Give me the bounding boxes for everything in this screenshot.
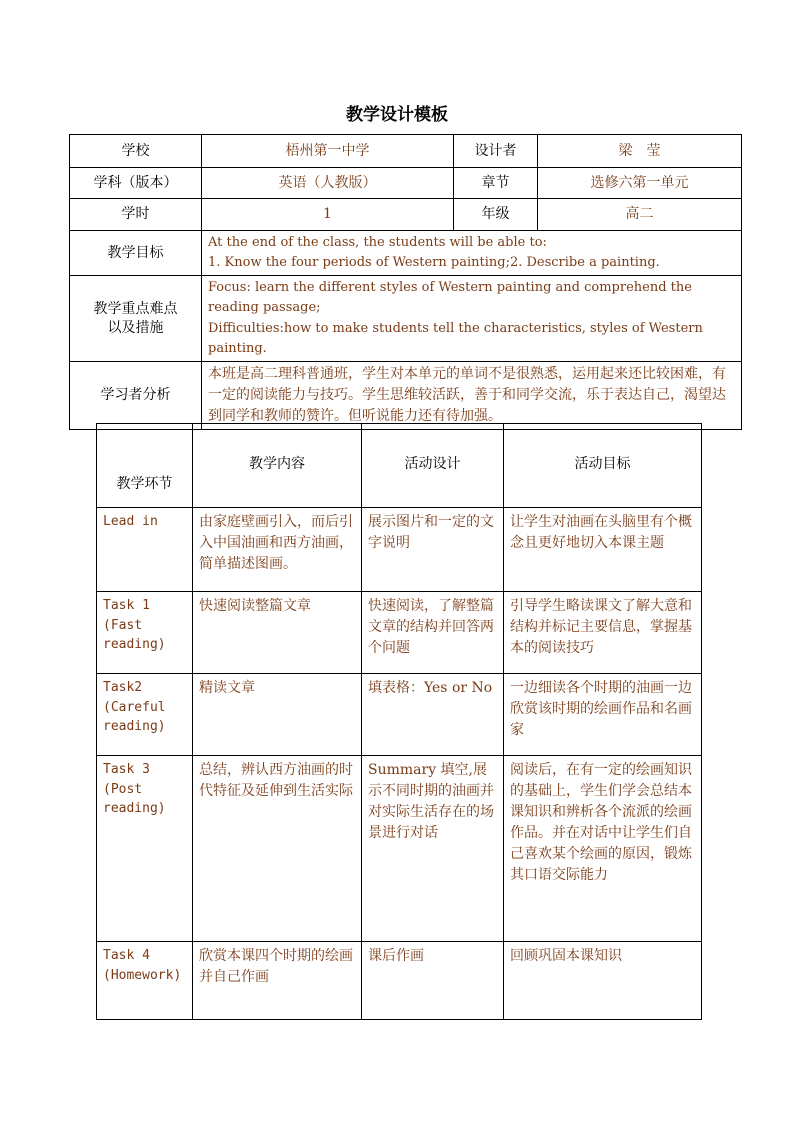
header-content: 教学内容: [193, 424, 362, 508]
table-row: [97, 674, 702, 756]
stage-cell: Task 1 (Fast reading): [97, 592, 193, 674]
stage-cell: Lead in: [97, 508, 193, 592]
table-row: [97, 508, 702, 592]
page-title: 教学设计模板: [346, 105, 448, 125]
chapter-value: 选修六第一单元: [538, 168, 742, 199]
focus-label-line-1: 教学重点难点: [93, 300, 178, 317]
process-table: [96, 423, 702, 1020]
objective-cell: [202, 231, 742, 276]
activity-cell: 填表格：Yes or No: [362, 674, 504, 756]
header-activity: 活动设计: [362, 424, 504, 508]
header-stage: 教学环节: [97, 424, 193, 508]
info-table: [69, 134, 742, 430]
activity-cell: 展示图片和一定的文字说明: [362, 508, 504, 592]
focus-line-2: Difficulties:how to make students tell the characteristics, styles of Western painting.: [208, 320, 703, 356]
stage-cell: Task2 (Careful reading): [97, 674, 193, 756]
focus-cell: [202, 276, 742, 362]
table-row: [97, 592, 702, 674]
goal-cell: 回顾巩固本课知识: [504, 942, 702, 1020]
objective-label: 教学目标: [70, 231, 202, 276]
stage-cell: Task 4 (Homework): [97, 942, 193, 1020]
grade-label: 年级: [454, 199, 538, 231]
grade-value: 高二: [538, 199, 742, 231]
content-cell: 欣赏本课四个时期的绘画并自己作画: [193, 942, 362, 1020]
learner-analysis: 本班是高二理科普通班，学生对本单元的单词不是很熟悉，运用起来还比较困难，有一定的阅读能力与技巧。学生思维较活跃，善于和同学交流，乐于表达自己，渴望达到同学和教师的赞许。但听说能力还有待加强。: [202, 361, 742, 429]
objective-line-1: At the end of the class, the students will be able to:: [208, 235, 547, 250]
designer-value: 梁 莹: [538, 135, 742, 168]
focus-label-line-2: 以及措施: [107, 319, 164, 336]
stage-cell: Task 3 (Post reading): [97, 756, 193, 942]
focus-label: [70, 276, 202, 362]
learner-label: 学习者分析: [70, 361, 202, 429]
goal-cell: 让学生对油画在头脑里有个概念且更好地切入本课主题: [504, 508, 702, 592]
table-row: [97, 942, 702, 1020]
subject-label: 学科（版本）: [70, 168, 202, 199]
focus-line-1: Focus: learn the different styles of Western painting and comprehend the reading passage;: [208, 280, 692, 316]
activity-cell: 快速阅读，了解整篇文章的结构并回答两个问题: [362, 592, 504, 674]
designer-label: 设计者: [454, 135, 538, 168]
goal-cell: 一边细读各个时期的油画一边欣赏该时期的绘画作品和名画家: [504, 674, 702, 756]
school-label: 学校: [70, 135, 202, 168]
content-cell: 由家庭壁画引入，而后引入中国油画和西方油画，简单描述图画。: [193, 508, 362, 592]
header-goal: 活动目标: [504, 424, 702, 508]
content-cell: 精读文章: [193, 674, 362, 756]
chapter-label: 章节: [454, 168, 538, 199]
goal-cell: 阅读后，在有一定的绘画知识的基础上，学生们学会总结本课知识和辨析各个流派的绘画作品。并在对话中让学生们自己喜欢某个绘画的原因，锻炼其口语交际能力: [504, 756, 702, 942]
subject-value: 英语（人教版）: [202, 168, 454, 199]
school-value: 梧州第一中学: [202, 135, 454, 168]
objective-line-2: 1. Know the four periods of Western painting;2. Describe a painting.: [208, 255, 660, 271]
table-row: [97, 756, 702, 942]
period-label: 学时: [70, 199, 202, 231]
content-cell: 总结，辨认西方油画的时代特征及延伸到生活实际: [193, 756, 362, 942]
period-value: 1: [202, 199, 454, 231]
activity-cell: Summary 填空,展示不同时期的油画并对实际生活存在的场景进行对话: [362, 756, 504, 942]
content-cell: 快速阅读整篇文章: [193, 592, 362, 674]
activity-cell: 课后作画: [362, 942, 504, 1020]
goal-cell: 引导学生略读课文了解大意和结构并标记主要信息，掌握基本的阅读技巧: [504, 592, 702, 674]
